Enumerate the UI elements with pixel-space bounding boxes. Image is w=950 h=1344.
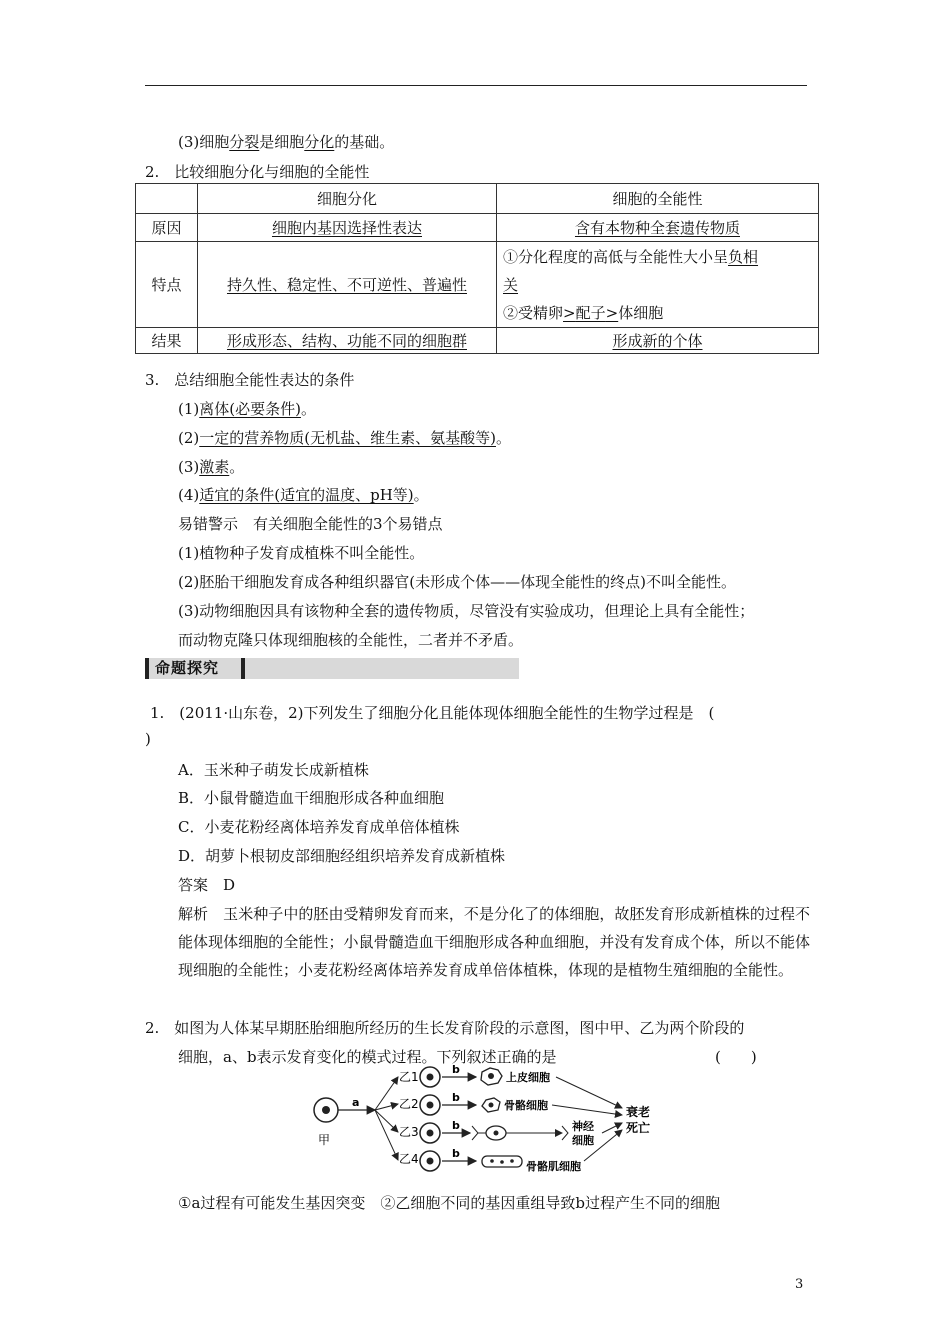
header-differentiation: 细胞分化 xyxy=(198,184,497,214)
condition-3-end: 。 xyxy=(229,458,245,476)
q1-option-b: B．小鼠骨髓造血干细胞形成各种血细胞 xyxy=(178,789,445,807)
point-3-blank-1: 分裂 xyxy=(229,133,260,151)
cause-differentiation-cell xyxy=(198,214,497,242)
feature-tot-2d: > xyxy=(605,303,619,322)
condition-3-num: (3) xyxy=(178,458,200,476)
condition-3-text: 激素 xyxy=(199,458,230,476)
cell-yi2-nucleus xyxy=(427,1102,434,1109)
feature-tot-1c: 关 xyxy=(503,275,519,294)
q1-option-a: A．玉米种子萌发长成新植株 xyxy=(178,761,369,779)
table-row xyxy=(136,214,819,242)
label-b-1: b xyxy=(452,1063,460,1076)
end-label-death: 死亡 xyxy=(626,1121,651,1135)
section-bar-edge-left xyxy=(145,658,149,679)
warning-1: (1)植物种子发育成植株不叫全能性。 xyxy=(178,544,425,562)
warning-3b: 而动物克隆只体现细胞核的全能性，二者并不矛盾。 xyxy=(178,631,524,649)
point-3-blank-2: 分化 xyxy=(304,133,335,151)
q1-stem-end: ) xyxy=(145,730,151,748)
result-differentiation: 形成形态、结构、功能不同的细胞群 xyxy=(226,332,467,350)
nerve-dendrites xyxy=(472,1126,486,1140)
condition-1-num: (1) xyxy=(178,400,200,418)
warning-3a: (3)动物细胞因具有该物种全套的遗传物质，尽管没有实验成功，但理论上具有全能性； xyxy=(178,602,755,620)
condition-1-end: 。 xyxy=(300,400,316,418)
condition-1 xyxy=(178,398,316,419)
cell-name-bone: 骨骼细胞 xyxy=(504,1099,548,1112)
header-rule xyxy=(145,85,807,86)
stage-label-3: 乙3 xyxy=(399,1125,419,1139)
label-jia: 甲 xyxy=(318,1133,331,1147)
bone-cell-nucleus xyxy=(489,1103,494,1108)
point-3-mid: 是细胞 xyxy=(259,133,305,151)
muscle-nucleus xyxy=(490,1159,494,1163)
feature-differentiation: 持久性、稳定性、不可逆性、普遍性 xyxy=(226,276,467,294)
nerve-terminal xyxy=(562,1126,568,1140)
feature-tot-line-3 xyxy=(503,299,812,327)
condition-4-text: 适宜的条件(适宜的温度、pH等) xyxy=(199,486,414,504)
row-label-result: 结果 xyxy=(136,328,198,354)
cell-yi3-nucleus xyxy=(427,1130,434,1137)
feature-tot-2c: 配子 xyxy=(575,303,606,322)
cell-name-epithelial: 上皮细胞 xyxy=(506,1071,550,1084)
section-2-title: 2. 比较细胞分化与细胞的全能性 xyxy=(145,163,370,181)
stage-label-1: 乙1 xyxy=(399,1070,419,1084)
to-senescence-2 xyxy=(552,1105,622,1115)
epithelial-cell-nucleus xyxy=(488,1073,494,1079)
point-3 xyxy=(178,131,394,152)
development-diagram xyxy=(300,1060,670,1184)
feature-totipotency xyxy=(497,242,819,328)
warning-title: 易错警示 有关细胞全能性的3个易错点 xyxy=(178,515,443,533)
row-label-feature: 特点 xyxy=(136,242,198,328)
result-differentiation-cell xyxy=(198,328,497,354)
cell-yi1-nucleus xyxy=(427,1074,434,1081)
label-a: a xyxy=(352,1096,360,1109)
feature-tot-1a: ①分化程度的高低与全能性大小呈 xyxy=(503,247,729,266)
q1-stem: 1. (2011·山东卷，2)下列发生了细胞分化且能体现体细胞全能性的生物学过程是 ( xyxy=(150,704,715,722)
muscle-nucleus xyxy=(500,1160,504,1164)
warning-2: (2)胚胎干细胞发育成各种组织器官(未形成个体——体现全能性的终点)不叫全能性。 xyxy=(178,573,736,591)
q1-option-d: D．胡萝卜根韧皮部细胞经组织培养发育成新植株 xyxy=(178,847,506,865)
cause-differentiation: 细胞内基因选择性表达 xyxy=(271,219,422,237)
feature-tot-1b: 负相 xyxy=(728,247,759,266)
header-totipotency: 细胞的全能性 xyxy=(497,184,819,214)
q1-option-c: C．小麦花粉经离体培养发育成单倍体植株 xyxy=(178,818,460,836)
point-3-pre: (3)细胞 xyxy=(178,133,230,151)
q2-options-line: ①a过程有可能发生基因突变 ②乙细胞不同的基因重组导致b过程产生不同的细胞 xyxy=(178,1194,720,1212)
label-b-3: b xyxy=(452,1119,460,1132)
table-corner xyxy=(136,184,198,214)
result-totipotency: 形成新的个体 xyxy=(612,332,703,350)
cell-yi4-nucleus xyxy=(427,1158,434,1165)
label-b-2: b xyxy=(452,1091,460,1104)
feature-tot-2e: 体细胞 xyxy=(618,303,664,322)
table-row xyxy=(136,242,819,328)
q1-analysis: 解析 玉米种子中的胚由受精卵发育而来，不是分化了的体细胞，故胚发育形成新植株的过程不能体现体细胞的全能性；小鼠骨髓造血干细胞形成各种血细胞，并没有发育成个体，所以不能体现细胞的全能性；小麦花粉经离体培养发育成单倍体植株，体现的是植物生殖细胞的全能性。 xyxy=(178,905,810,979)
q2-stem-line-2: 细胞，a、b表示发育变化的模式过程。下列叙述正确的是 xyxy=(178,1048,557,1066)
branch-3 xyxy=(375,1110,398,1132)
section-bar xyxy=(145,658,519,679)
end-label-senescence: 衰老 xyxy=(626,1105,651,1119)
cell-name-muscle: 骨骼肌细胞 xyxy=(526,1160,581,1173)
q2-stem-line-1: 2. 如图为人体某早期胚胎细胞所经历的生长发育阶段的示意图，图中甲、乙为两个阶段的 xyxy=(145,1019,745,1037)
section-bar-title: 命题探究 xyxy=(155,659,220,677)
point-3-post: 的基础。 xyxy=(334,133,395,151)
page-number: 3 xyxy=(795,1277,804,1292)
muscle-nucleus xyxy=(510,1159,514,1163)
q1-answer: 答案 D xyxy=(178,876,236,894)
feature-tot-line-1 xyxy=(503,243,812,271)
condition-4 xyxy=(178,484,429,505)
result-totipotency-cell xyxy=(497,328,819,354)
comparison-table xyxy=(135,183,819,354)
stage-label-2: 乙2 xyxy=(399,1097,419,1111)
condition-2-text: 一定的营养物质(无机盐、维生素、氨基酸等) xyxy=(199,429,496,447)
condition-4-end: 。 xyxy=(413,486,429,504)
feature-tot-2b: > xyxy=(563,303,576,322)
stage-label-4: 乙4 xyxy=(399,1152,419,1166)
condition-2-end: 。 xyxy=(495,429,511,447)
to-senescence-1 xyxy=(556,1077,622,1108)
nerve-cell-nucleus xyxy=(494,1131,499,1136)
section-bar-edge-right xyxy=(241,658,245,679)
feature-differentiation-cell xyxy=(198,242,497,328)
feature-tot-2a: ②受精卵 xyxy=(503,303,564,322)
cell-jia-nucleus xyxy=(322,1106,330,1114)
nerve-label-line-1: 神经 xyxy=(572,1120,594,1133)
branch-4 xyxy=(375,1110,398,1160)
condition-1-text: 离体(必要条件) xyxy=(199,400,301,418)
label-b-4: b xyxy=(452,1147,460,1160)
condition-2 xyxy=(178,427,511,448)
table-row xyxy=(136,328,819,354)
condition-3 xyxy=(178,456,244,477)
cause-totipotency: 含有本物种全套遗传物质 xyxy=(574,219,740,237)
condition-4-num: (4) xyxy=(178,486,200,504)
row-label-cause: 原因 xyxy=(136,214,198,242)
section-3-title: 3. 总结细胞全能性表达的条件 xyxy=(145,371,355,389)
feature-tot-line-2 xyxy=(503,271,812,299)
condition-2-num: (2) xyxy=(178,429,200,447)
table-header-row xyxy=(136,184,819,214)
to-senescence-3 xyxy=(602,1123,622,1133)
nerve-label-line-2: 细胞 xyxy=(572,1134,594,1147)
cause-totipotency-cell xyxy=(497,214,819,242)
q2-answer-paren: ( ) xyxy=(715,1048,757,1066)
